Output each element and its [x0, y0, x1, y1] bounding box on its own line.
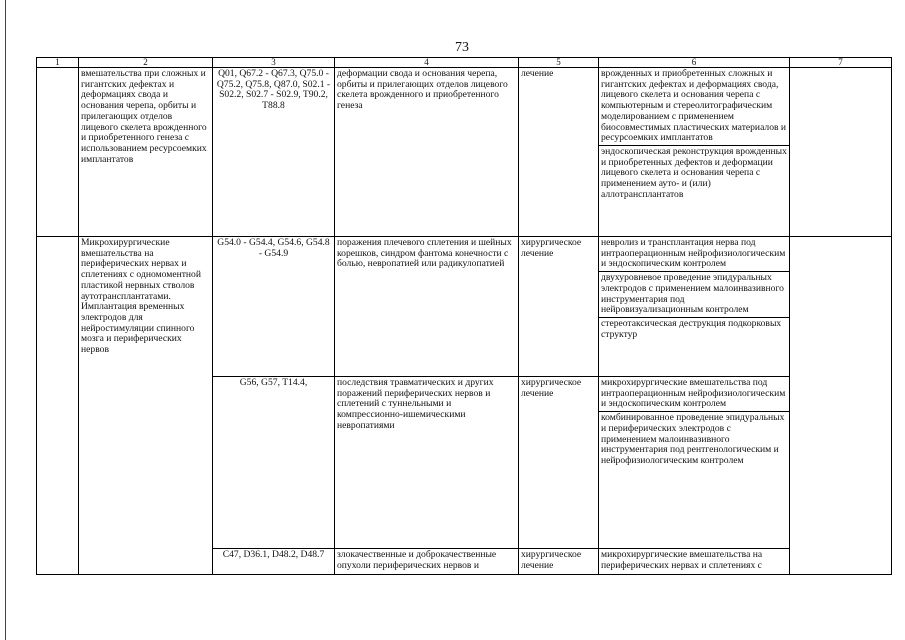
patient-model-cell: деформации свода и основания черепа, орбиты и прилегающих отделов лицевого скелета врожденного и приобретенного генеза [335, 68, 519, 237]
treatment-method: двухуровневое проведение эпидуральных электродов с применением малоинвазивного инструментария под нейровизуализационным контролем [599, 271, 789, 316]
intervention-type-cell: Микрохирургические вмешательства на периферических нервах и сплетениях с одномоментной пластикой нервных стволов аутотрансплантатами. Имплантация временных электродов для нейростимуляции спинного мозга и периферических нервов [79, 237, 213, 575]
patient-model: злокачественные и доброкачественные опухоли периферических нервов и [337, 550, 497, 570]
treatment-method-cell [599, 68, 790, 237]
table-row [37, 237, 892, 377]
treatment-method: врожденных и приобретенных сложных и гигантских дефектах и деформациях свода, лицевого скелета и основания черепа с компьютерным и стереолитографическим моделированием с применением биосовместимых пластических материалов и ресурсоемких имплантатов [601, 68, 787, 144]
icd-codes-cell: G54.0 - G54.4, G54.6, G54.8 - G54.9 [213, 237, 335, 377]
patient-model-cell: последствия травматических и других поражений периферических нервов и сплетений с туннельными и компрессионно-ишемическими невропатиями [335, 377, 519, 549]
treatment-type-cell: лечение [519, 68, 599, 237]
treatment-method: микрохирургические вмешательства на периферических нервах и сплетениях с [601, 550, 763, 570]
icd-codes-cell: G56, G57, T14.4, [213, 377, 335, 549]
page-number: 73 [455, 40, 469, 55]
treatment-method-cell [599, 549, 790, 575]
medical-care-table [36, 57, 892, 575]
treatment-type-cell: хирургическое лечение [519, 237, 599, 377]
scan-left-border [5, 0, 6, 640]
column-number: 7 [790, 58, 892, 68]
treatment-method: комбинированное проведение эпидуральных и периферических электродов с применением малоинвазивного инструментария под рентгенологическим и нейрофизиологическим контролем [599, 411, 789, 467]
column-number: 2 [79, 58, 213, 68]
treatment-method-cell [599, 377, 790, 549]
column-number: 6 [599, 58, 790, 68]
icd-codes-cell: Q01, Q67.2 - Q67.3, Q75.0 - Q75.2, Q75.8, Q87.0, S02.1 - S02.2, S02.7 - S02.9, T90.2, T88.8 [213, 68, 335, 237]
icd-codes-cell [213, 549, 335, 575]
table-row [37, 68, 892, 237]
treatment-method: стереотаксическая деструкция подкорковых структур [599, 317, 789, 340]
column-number: 1 [37, 58, 79, 68]
treatment-method: микрохирургические вмешательства под интраоперационным нейрофизиологическим и эндоскопическим контролем [601, 377, 786, 410]
patient-model-cell: поражения плечевого сплетения и шейных корешков, синдром фантома конечности с болью, невропатией или радикулопатией [335, 237, 519, 377]
row-number-cell [37, 68, 79, 237]
cost-cell [790, 68, 892, 237]
patient-model-cell [335, 549, 519, 575]
treatment-method-cell [599, 237, 790, 377]
column-number: 3 [213, 58, 335, 68]
treatment-method: невролиз и трансплантация нерва под интраоперационным нейрофизиологическим и эндоскопическим контролем [601, 237, 786, 270]
column-number-row [37, 58, 892, 68]
spacer [601, 467, 787, 473]
cost-cell [790, 237, 892, 575]
treatment-type-cell: хирургическое лечение [519, 377, 599, 549]
row-number-cell [37, 237, 79, 575]
treatment-type-cell [519, 549, 599, 575]
icd-codes: C47, D36.1, D48.2, D48.7 [222, 550, 325, 560]
intervention-type-cell: вмешательства при сложных и гигантских дефектах и деформациях свода и основания черепа, орбиты и прилегающих отделов лицевого скелета врожденного и приобретенного генеза с использованием ресурсоемких имплантатов [79, 68, 213, 237]
treatment-type: хирургическое лечение [521, 550, 582, 570]
treatment-method: эндоскопическая реконструкция врожденных и приобретенных дефектов и деформации лицевого скелета и основания черепа с применением ауто- и (или) аллотрансплантатов [599, 145, 789, 201]
column-number: 4 [335, 58, 519, 68]
column-number: 5 [519, 58, 599, 68]
